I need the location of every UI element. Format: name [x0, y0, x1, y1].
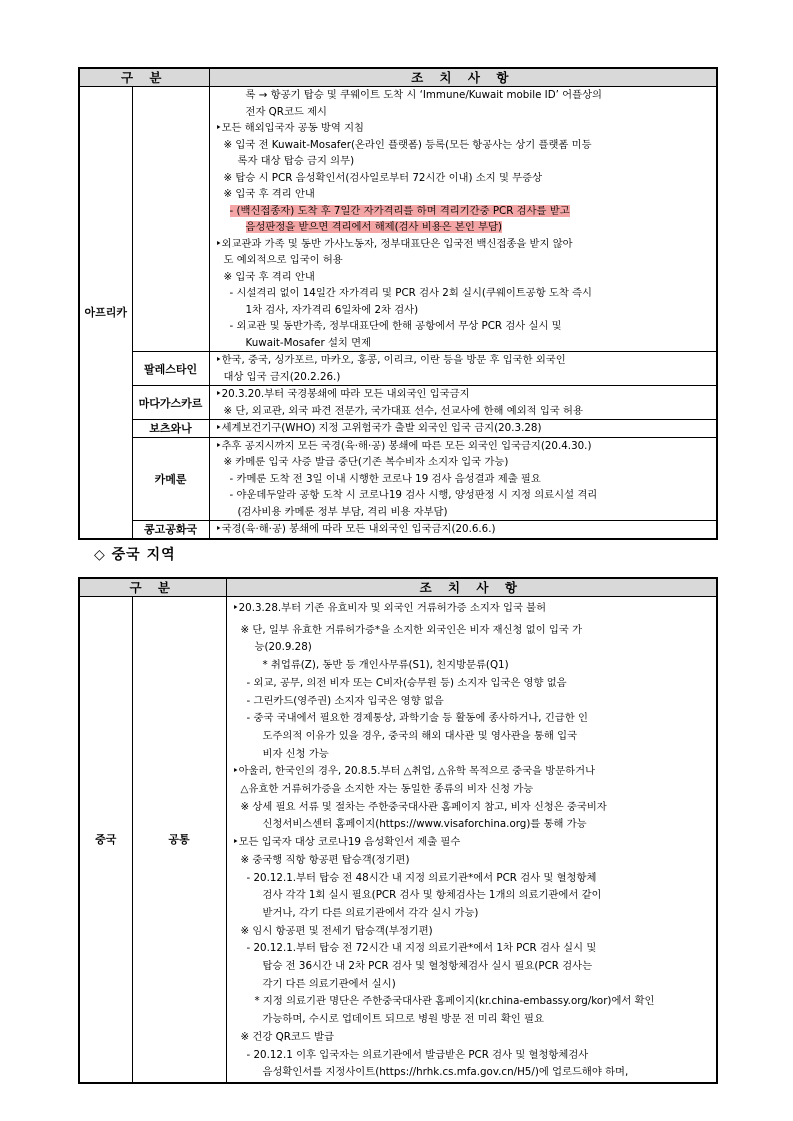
text-line: - 외교관 및 동반가족, 정부대표단에 한해 공항에서 무상 PCR 검사 실시 및: [229, 320, 562, 332]
text-line: 도 예외적으로 입국이 허용: [223, 254, 343, 266]
text-line: - 시설격리 없이 14일간 자가격리 및 PCR 검사 2회 실시(쿠웨이트공항 도착 즉시: [229, 287, 592, 299]
text-line: 도주의적 이유가 있을 경우, 중국의 해외 대사관 및 영사관을 통해 입국: [262, 729, 578, 742]
country-palestine: 팔레스타인: [132, 352, 209, 386]
text-line: 능(20.9.28): [254, 641, 312, 654]
botswana-measures: [209, 420, 717, 438]
text-line: 대상 입국 금지(20.2.26.): [223, 370, 341, 383]
text-line: 각기 다른 의료기관에서 실시): [262, 977, 396, 990]
palestine-measures: [209, 352, 717, 386]
text-line: - 야운데두알라 공항 도착 시 코로나19 검사 시행, 양성판정 시 지정 의료시설 격리: [229, 489, 598, 501]
country-cameroon: 카메룬: [132, 437, 209, 521]
text-line: 가능하며, 수시로 업데이트 되므로 병원 방문 전 미리 확인 필요: [262, 1013, 544, 1026]
header-measures: 조 치 사 항: [226, 578, 717, 597]
header-measures: 조 치 사 항: [209, 68, 717, 87]
text-line: 음성확인서를 지정사이트(https://hrhk.cs.mfa.gov.cn/H5/)에 업로드해야 하며,: [262, 1066, 629, 1079]
text-line: ‣20.3.20.부터 국경봉쇄에 따라 모든 내외국인 입국금지: [215, 388, 470, 400]
africa-measures-table: [78, 67, 718, 540]
kuwait-country-cell: [132, 87, 209, 352]
text-line: (검사비용 카메룬 정부 부담, 격리 비용 자부담): [237, 505, 448, 518]
text-line: 비자 신청 가능: [262, 747, 329, 760]
text-line: * 취업류(Z), 동반 등 개인사무류(S1), 친지방문류(Q1): [262, 659, 509, 672]
country-botswana: 보츠와나: [132, 420, 209, 438]
table-row: [79, 597, 717, 1083]
text-line: ※ 중국행 직항 항공편 탑승객(정기편): [240, 853, 410, 866]
text-line: - 20.12.1 이후 입국자는 의료기관에서 발급받은 PCR 검사 및 혈청항체검사: [246, 1048, 589, 1061]
table-row: [79, 521, 717, 539]
madagascar-measures: [209, 386, 717, 420]
text-line: - 카메룬 도착 전 3일 이내 시행한 코로나 19 검사 음성결과 제출 필요: [229, 472, 541, 485]
table-header-row: [79, 578, 717, 597]
cameroon-measures: [209, 437, 717, 521]
text-line: - 외교, 공무, 의전 비자 또는 C비자(승무원 등) 소지자 입국은 영향 없음: [246, 676, 567, 689]
text-line: - 20.12.1.부터 탑승 전 48시간 내 지정 의료기관*에서 PCR 검사 및 혈청항체: [246, 871, 597, 884]
text-line: ‣모든 입국자 대상 코로나19 음성확인서 제출 필수: [232, 836, 461, 849]
region-cell: 아프리카: [79, 87, 132, 539]
text-line: 1차 검사, 자가격리 6일차에 2차 검사): [245, 303, 419, 316]
kuwait-measures: [209, 87, 717, 352]
country-madagascar: 마다가스카르: [132, 386, 209, 420]
header-category: 구 분: [79, 578, 226, 597]
table-row: [79, 386, 717, 420]
table-row: [79, 420, 717, 438]
table-row: [79, 87, 717, 352]
section-title-china: ◇ 중국 지역: [94, 547, 176, 563]
text-line: 받거나, 각기 다른 의료기관에서 각각 실시 가능): [262, 906, 479, 919]
text-line: * 지정 의료기관 명단은 주한중국대사관 홈페이지(kr.china-embassy.org/kor)에서 확인: [254, 995, 655, 1008]
text-line: - 20.12.1.부터 탑승 전 72시간 내 지정 의료기관*에서 1차 PCR 검사 실시 및: [246, 942, 597, 955]
text-line: ※ 단, 일부 유효한 거류허가증*을 소지한 외국인은 비자 재신청 없이 입국 가: [240, 623, 583, 636]
text-line: ‣한국, 중국, 싱가포르, 마카오, 홍콩, 이리크, 이란 등을 방문 후 입국한 외국인: [215, 354, 566, 366]
text-line: ‣국경(육·해·공) 봉쇄에 따라 모든 내외국인 입국금지(20.6.6.): [215, 523, 496, 535]
country-congo: 콩고공화국: [132, 521, 209, 539]
text-line: ※ 입국 후 격리 안내: [223, 270, 315, 283]
text-line: 록자 대상 탑승 금지 의무): [237, 155, 355, 167]
congo-measures: [209, 521, 717, 539]
highlighted-line: 음성판정을 받으면 격리에서 해제(검사 비용은 본인 부담): [245, 221, 502, 233]
text-line: ※ 상세 필요 서류 및 절차는 주한중국대사관 홈페이지 참고, 비자 신청은 중국비자: [240, 800, 607, 813]
text-line: ‣아울러, 한국인의 경우, 20.8.5.부터 △취업, △유학 목적으로 중국을 방문하거나: [232, 765, 596, 778]
table-row: [79, 437, 717, 521]
highlighted-line: - (백신접종자) 도착 후 7일간 자가격리를 하며 격리기간중 PCR 검사를 받고: [229, 204, 570, 217]
text-line: 탑승 전 36시간 내 2차 PCR 검사 및 혈청항체검사 실시 필요(PCR 검사는: [262, 960, 593, 973]
china-measures-table: [78, 577, 718, 1084]
text-line: ※ 단, 외교관, 외국 파견 전문가, 국가대표 선수, 선교사에 한해 예외적 입국 허용: [223, 404, 583, 417]
text-line: ‣20.3.28.부터 기존 유효비자 및 외국인 거류허가증 소지자 입국 불허: [232, 602, 547, 614]
text-line: ‣세계보건기구(WHO) 지정 고위험국가 출발 외국인 입국 금지(20.3.28): [215, 422, 542, 434]
text-line: ※ 탑승 시 PCR 음성확인서(검사일로부터 72시간 이내) 소지 및 무증상: [223, 171, 543, 184]
text-line: ※ 카메룬 입국 사증 발급 중단(기존 복수비자 소지자 입국 가능): [223, 456, 509, 468]
country-common: 공통: [132, 597, 226, 1083]
china-measures: [226, 597, 717, 1083]
text-line: ‣외교관과 가족 및 동반 가사노동자, 정부대표단은 입국전 백신접종을 받지 않아: [215, 237, 573, 250]
text-line: - 그린카드(영주권) 소지자 입국은 영향 없음: [246, 694, 444, 707]
table-header-row: [79, 68, 717, 87]
text-line: ‣모든 해외입국자 공동 방역 지침: [215, 122, 364, 134]
text-line: △유효한 거류허가증을 소지한 자는 동일한 종류의 비자 신청 가능: [240, 783, 534, 796]
text-line: 록 → 항공기 탑승 및 쿠웨이트 도착 시 ‘Immune/Kuwait mobile ID’ 어플상의: [245, 89, 602, 101]
text-line: Kuwait-Mosafer 설치 면제: [245, 336, 372, 349]
text-line: - 중국 국내에서 필요한 경제통상, 과학기술 등 활동에 종사하거나, 긴급한 인: [246, 712, 588, 725]
header-category: 구 분: [79, 68, 209, 87]
text-line: 전자 QR코드 제시: [245, 105, 328, 118]
table-row: [79, 352, 717, 386]
text-line: 검사 각각 1회 실시 필요(PCR 검사 및 항체검사는 1개의 의료기관에서 같이: [262, 889, 602, 902]
text-line: 신청서비스센터 홈페이지(https://www.visaforchina.org)를 통해 가능: [262, 818, 587, 831]
text-line: ※ 건강 QR코드 발급: [240, 1030, 334, 1043]
text-line: ※ 입국 후 격리 안내: [223, 188, 315, 200]
text-line: ※ 임시 항공편 및 전세기 탑승객(부정기편): [240, 924, 433, 937]
region-cell: 중국: [79, 597, 132, 1083]
text-line: ※ 입국 전 Kuwait-Mosafer(온라인 플랫폼) 등록(모든 항공사는 상기 플랫폼 미등: [223, 138, 592, 151]
text-line: ‣추후 공지시까지 모든 국경(육·해·공) 봉쇄에 따른 모든 외국인 입국금지(20.4.30.): [215, 439, 592, 452]
